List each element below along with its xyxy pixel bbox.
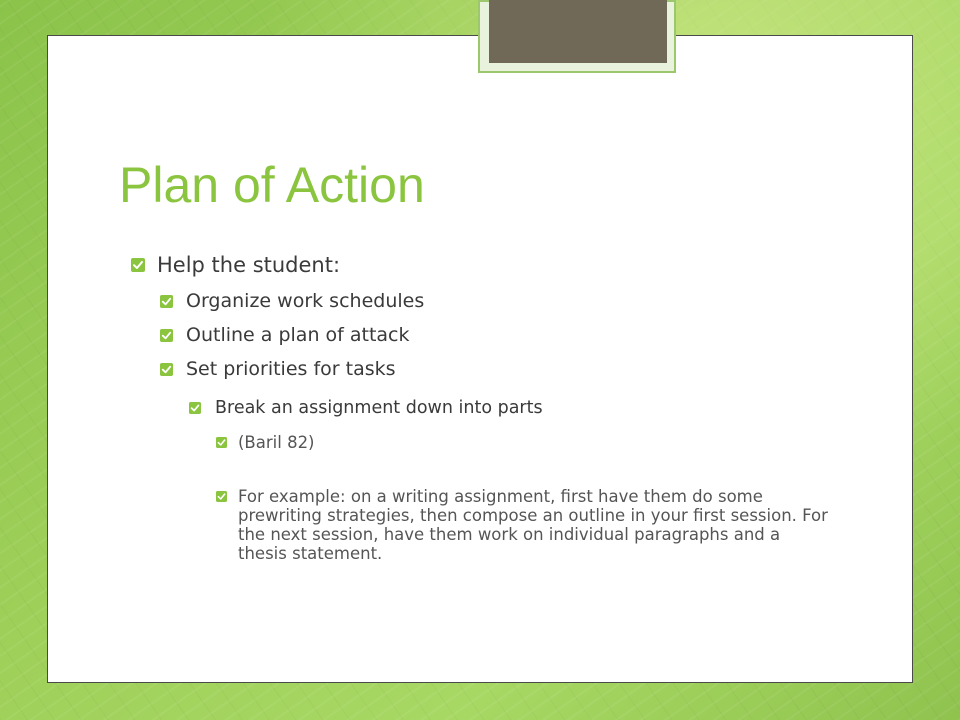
bullet-text: Organize work schedules [186, 290, 425, 312]
bullet-outline-plan [160, 324, 410, 346]
checkbox-bullet-icon [131, 258, 157, 272]
checkbox-bullet-icon [160, 295, 186, 308]
checkbox-bullet-icon [160, 329, 186, 342]
checkbox-bullet-icon [216, 437, 238, 448]
bullet-example [216, 487, 828, 563]
checkbox-bullet-icon [160, 363, 186, 376]
slide-title: Plan of Action [119, 157, 425, 213]
bullet-help-student [131, 253, 340, 277]
bullet-text: Outline a plan of attack [186, 324, 410, 346]
bullet-text: (Baril 82) [238, 433, 315, 452]
bullet-organize-schedules [160, 290, 424, 312]
bullet-text: Help the student: [157, 253, 341, 277]
bullet-set-priorities [160, 358, 396, 380]
bullet-citation [216, 433, 828, 452]
checkbox-bullet-icon [216, 491, 238, 502]
bullet-text: For example: on a writing assignment, first have them do some prewriting strategies, then compose an outline in your first session. For the next session, have them work on individual paragraphs and a thesis statement. [238, 487, 828, 563]
bullet-break-assignment [189, 398, 543, 418]
bullet-text: Break an assignment down into parts [215, 398, 543, 418]
bullet-text: Set priorities for tasks [186, 358, 396, 380]
checkbox-bullet-icon [189, 402, 215, 414]
